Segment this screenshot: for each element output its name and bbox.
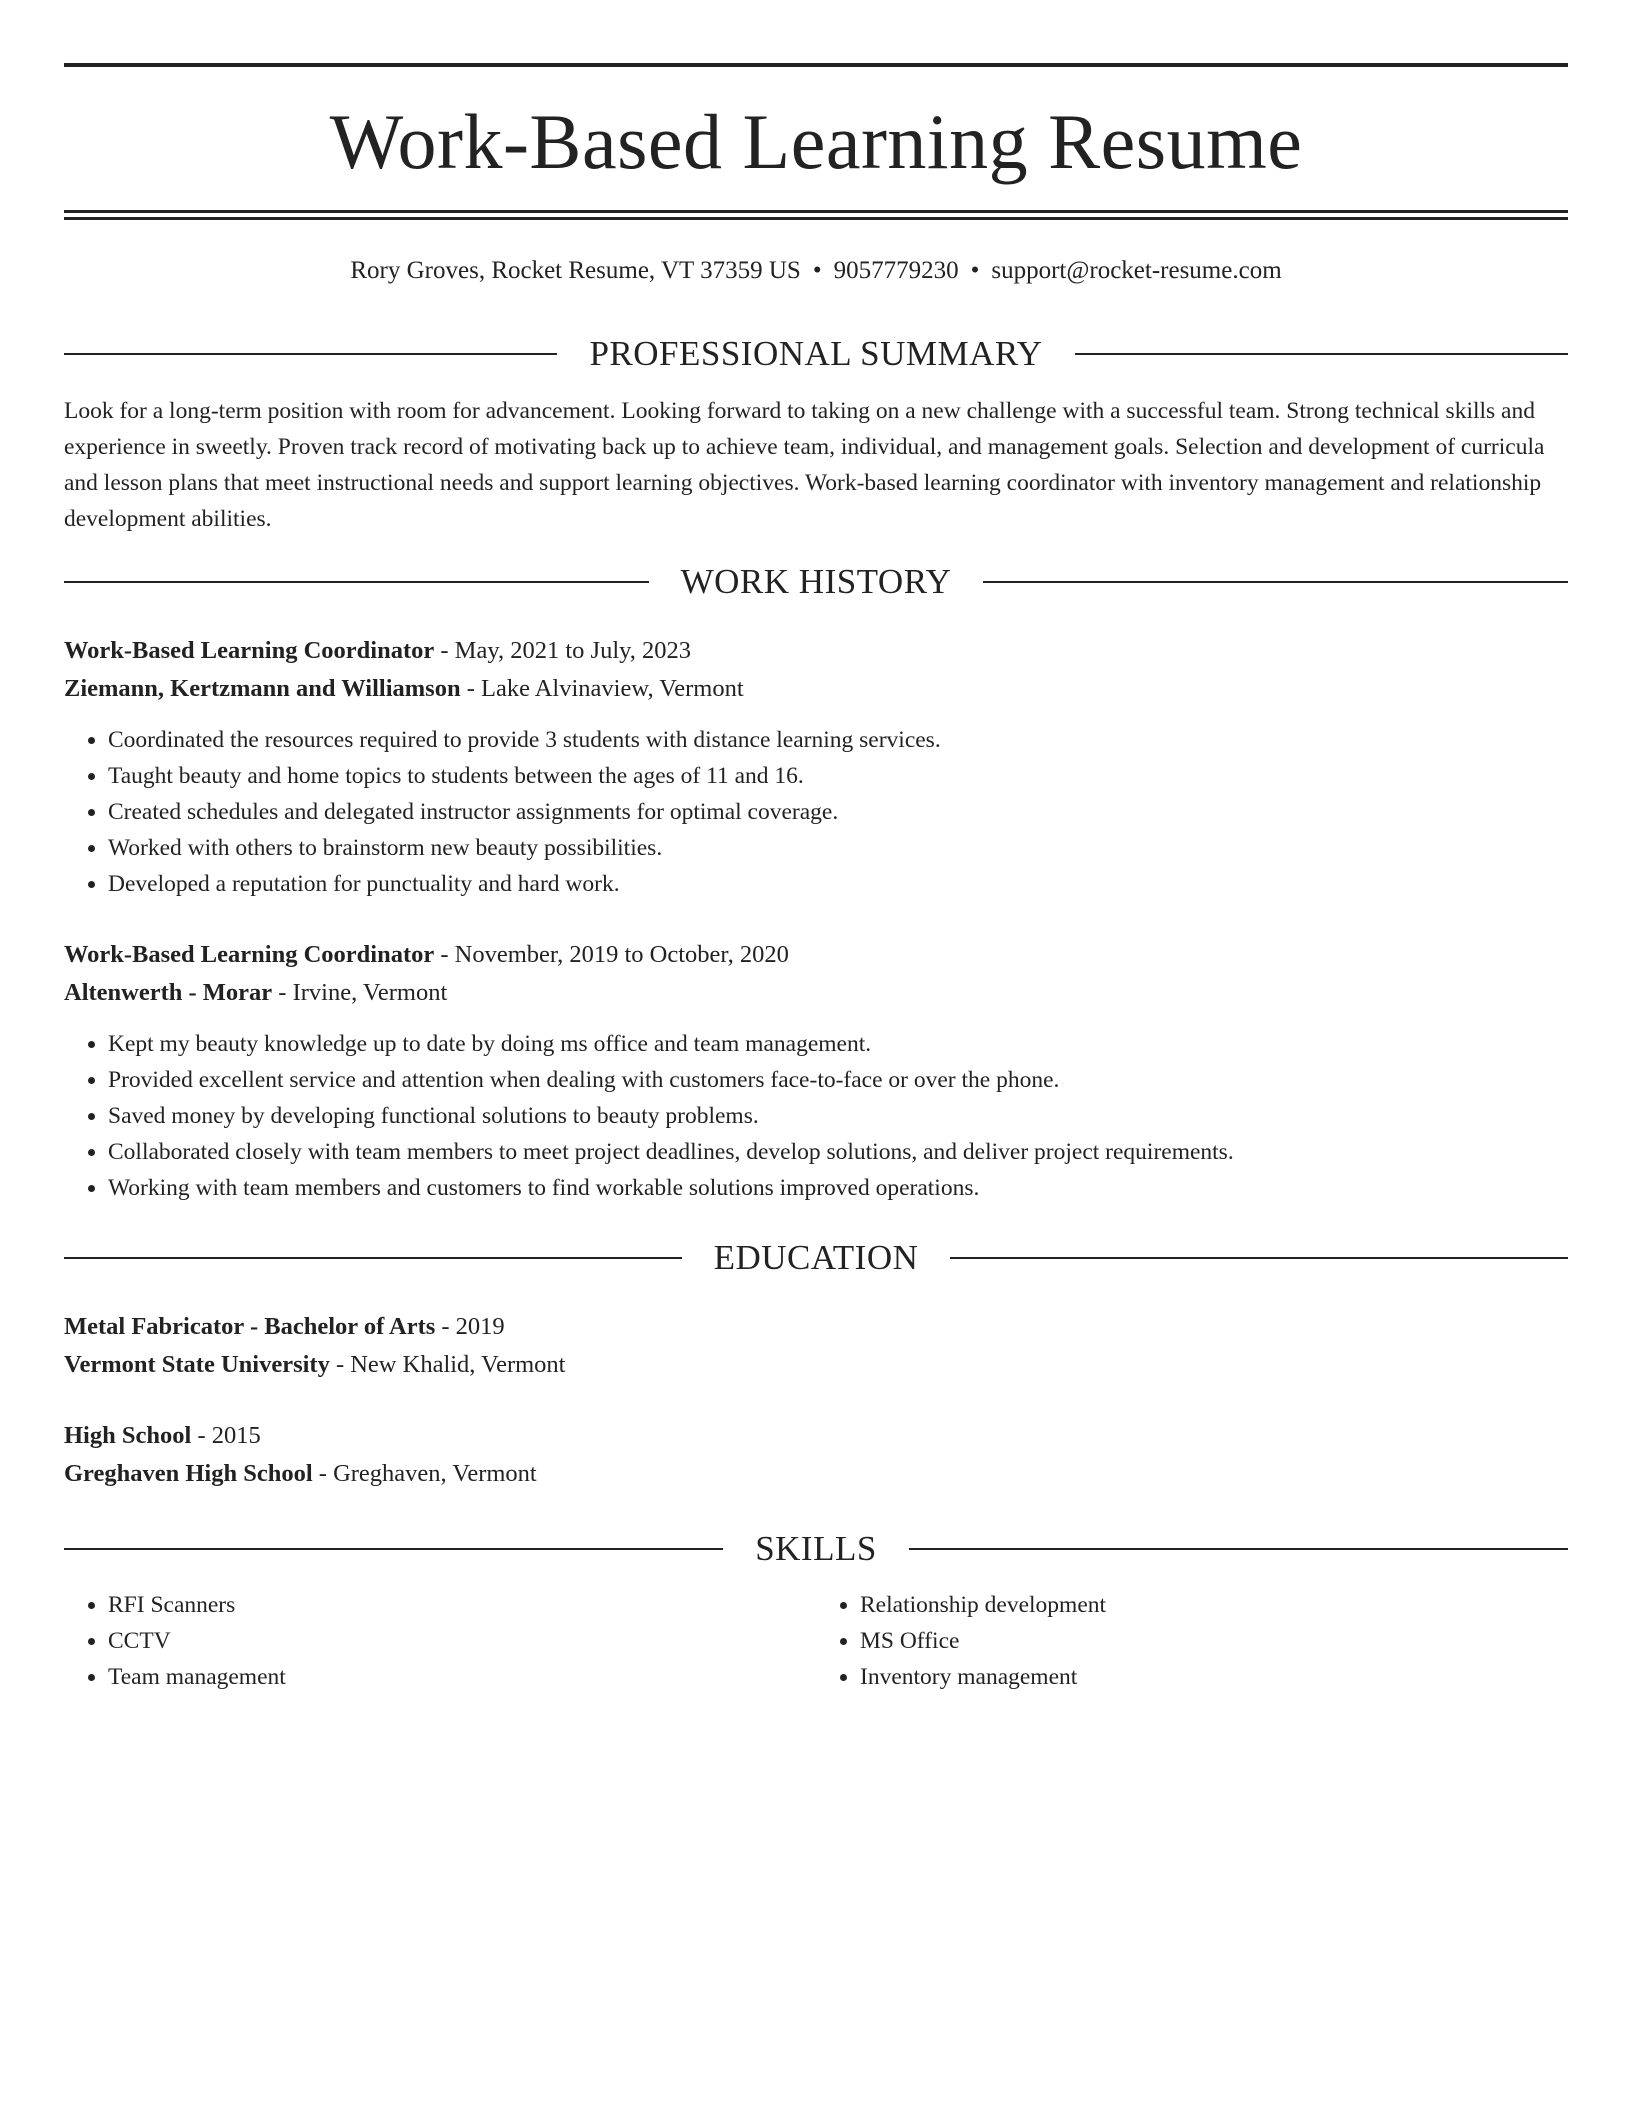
education-entry (64, 1417, 1568, 1493)
education-school: Greghaven High School (64, 1460, 313, 1487)
section-rule (909, 1548, 1568, 1550)
section-header-summary (64, 332, 1568, 376)
list-item: • Coordinated the resources required to provide 3 students with distance learning services. (108, 722, 1568, 758)
list-item: • Kept my beauty knowledge up to date by doing ms office and team management. (108, 1026, 1568, 1062)
job-company: Altenwerth - Morar (64, 979, 273, 1006)
list-item: • Worked with others to brainstorm new beauty possibilities. (108, 830, 1568, 866)
job-entry (64, 632, 1568, 902)
skill-item: • Relationship development (860, 1587, 1568, 1623)
section-header-skills (64, 1527, 1568, 1571)
title-double-rule (64, 210, 1568, 220)
list-item: • Provided excellent service and attention when dealing with customers face-to-face or over the phone. (108, 1062, 1568, 1098)
section-title: WORK HISTORY (680, 562, 952, 601)
list-item: • Developed a reputation for punctuality and hard work. (108, 866, 1568, 902)
contact-separator: • (970, 257, 980, 284)
education-year: - 2019 (435, 1313, 505, 1340)
list-item: • Working with team members and customers to find workable solutions improved operations. (108, 1170, 1568, 1206)
education-entry (64, 1308, 1568, 1384)
resume-title: Work-Based Learning Resume (329, 98, 1303, 185)
section-title: SKILLS (755, 1529, 877, 1568)
education-degree: Metal Fabricator - Bachelor of Arts (64, 1313, 436, 1340)
job-title: Work-Based Learning Coordinator (64, 941, 435, 968)
skill-item: • RFI Scanners (108, 1587, 816, 1623)
contact-address: Rory Groves, Rocket Resume, VT 37359 US (350, 257, 801, 284)
education-degree: High School (64, 1422, 192, 1449)
job-title-line (64, 936, 1568, 974)
contact-email: support@rocket-resume.com (991, 257, 1282, 284)
job-dates: - May, 2021 to July, 2023 (434, 637, 692, 664)
section-header-work-history (64, 560, 1568, 604)
section-rule (983, 581, 1568, 583)
education-location: - Greghaven, Vermont (312, 1460, 537, 1487)
section-rule (64, 581, 649, 583)
skill-item: • CCTV (108, 1623, 816, 1659)
job-bullets (64, 1026, 1568, 1206)
contact-line (64, 253, 1568, 289)
top-rule (64, 63, 1568, 67)
job-entry (64, 936, 1568, 1206)
job-title-line (64, 632, 1568, 670)
education-school-line (64, 1346, 1568, 1384)
education-degree-line (64, 1308, 1568, 1346)
skills-column-right (816, 1587, 1568, 1695)
education-degree-line (64, 1417, 1568, 1455)
job-title: Work-Based Learning Coordinator (64, 637, 435, 664)
section-rule (1075, 353, 1568, 355)
job-location: - Irvine, Vermont (272, 979, 448, 1006)
education-school: Vermont State University (64, 1351, 330, 1378)
section-rule (64, 1548, 723, 1550)
job-bullets (64, 722, 1568, 902)
education-school-line (64, 1455, 1568, 1493)
job-location: - Lake Alvinaview, Vermont (460, 675, 744, 702)
contact-phone: 9057779230 (833, 257, 959, 284)
list-item: • Created schedules and delegated instructor assignments for optimal coverage. (108, 794, 1568, 830)
skill-item: • Inventory management (860, 1659, 1568, 1695)
list-item: • Saved money by developing functional solutions to beauty problems. (108, 1098, 1568, 1134)
job-dates: - November, 2019 to October, 2020 (434, 941, 789, 968)
list-item: • Collaborated closely with team members to meet project deadlines, develop solutions, and deliver project requirements. (108, 1134, 1568, 1170)
list-item: • Taught beauty and home topics to students between the ages of 11 and 16. (108, 758, 1568, 794)
contact-separator: • (812, 257, 822, 284)
job-company-line (64, 670, 1568, 708)
job-company: Ziemann, Kertzmann and Williamson (64, 675, 461, 702)
section-rule (64, 1257, 682, 1259)
section-rule (950, 1257, 1568, 1259)
section-rule (64, 353, 557, 355)
section-header-education (64, 1236, 1568, 1280)
skills-column-left (64, 1587, 816, 1695)
section-title: EDUCATION (713, 1238, 919, 1277)
skill-item: • Team management (108, 1659, 816, 1695)
education-location: - New Khalid, Vermont (329, 1351, 566, 1378)
skill-item: • MS Office (860, 1623, 1568, 1659)
skills-list (64, 1587, 1568, 1695)
section-title: PROFESSIONAL SUMMARY (589, 334, 1043, 373)
summary-text: Look for a long-term position with room for advancement. Looking forward to taking on a new challenge with a successful team. Strong technical skills and experience in sweetly. Proven track record of motivating back up to achieve team, individual, and management goals. Selection and development of curricula and lesson plans that meet instructional needs and support learning objectives. Work-based learning coordinator with inventory management and relationship development abilities. (64, 398, 1545, 532)
education-year: - 2015 (191, 1422, 261, 1449)
job-company-line (64, 974, 1568, 1012)
